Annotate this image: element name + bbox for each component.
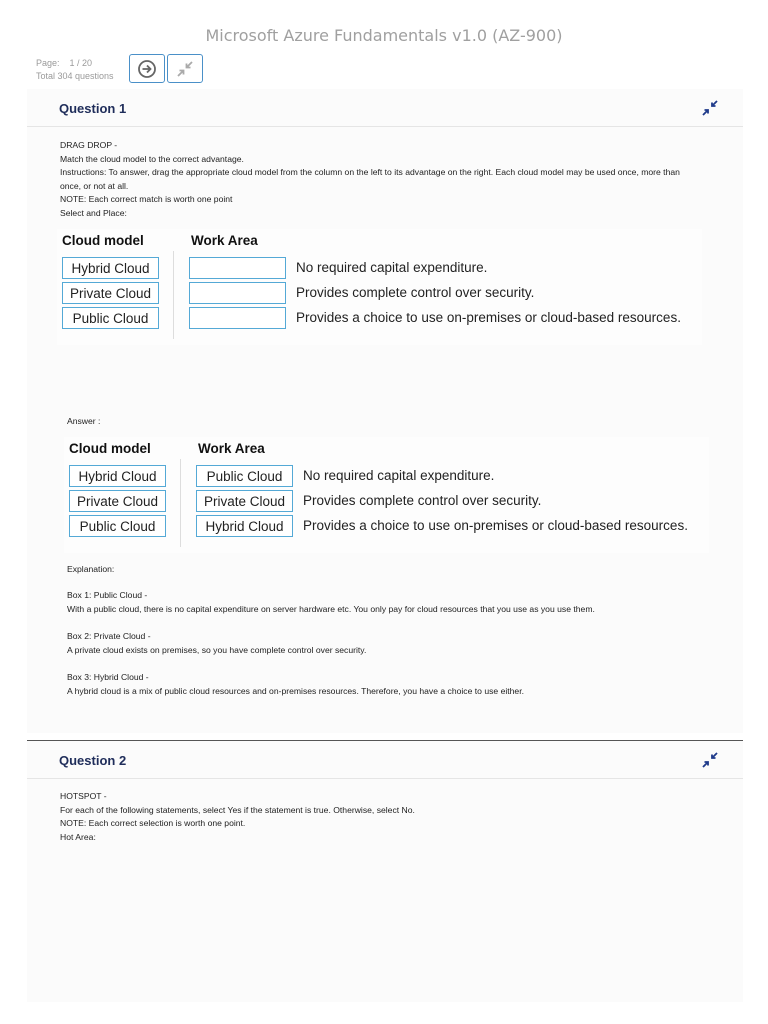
advantage-text: No required capital expenditure. (296, 260, 488, 275)
drag-item-public-cloud[interactable]: Public Cloud (62, 307, 159, 329)
question-2-header (27, 741, 743, 779)
column-divider (173, 251, 174, 339)
explanation-label: Explanation: (67, 564, 115, 574)
drop-target-3[interactable] (189, 307, 286, 329)
compress-arrows-icon (175, 59, 195, 79)
page-label: Page: (36, 58, 60, 68)
question-1-header (27, 89, 743, 127)
advantage-text: Provides complete control over security. (296, 285, 535, 300)
question-type: HOTSPOT - (60, 791, 107, 801)
explanation-heading: Box 3: Hybrid Cloud - (67, 672, 149, 682)
collapse-question-icon[interactable] (701, 99, 719, 117)
drop-target-1[interactable] (189, 257, 286, 279)
advantage-text: No required capital expenditure. (303, 468, 495, 483)
drag-drop-figure (57, 229, 702, 345)
answer-label: Answer : (67, 416, 101, 426)
explanation-box-1 (67, 589, 707, 616)
page-info (36, 57, 114, 83)
question-1-title: Question 1 (59, 101, 127, 116)
explanation-text: A private cloud exists on premises, so you have complete control over security. (67, 644, 367, 655)
answer-figure (64, 437, 709, 553)
advantage-text: Provides a choice to use on-premises or cloud-based resources. (296, 310, 681, 325)
answer-placed-1: Public Cloud (196, 465, 293, 487)
explanation-box-3 (67, 671, 707, 698)
explanation-box-2 (67, 630, 707, 657)
advantage-text: Provides complete control over security. (303, 493, 542, 508)
question-line: NOTE: Each correct match is worth one point (60, 194, 233, 204)
question-line: Instructions: To answer, drag the appropriate cloud model from the column on the left to its advantage on the right. Each cloud model may be used once, more than once, or not at all. (60, 167, 680, 191)
answer-model-private-cloud: Private Cloud (69, 490, 166, 512)
question-1-text (60, 139, 700, 220)
drop-target-2[interactable] (189, 282, 286, 304)
answer-model-hybrid-cloud: Hybrid Cloud (69, 465, 166, 487)
collapse-question-icon[interactable] (701, 751, 719, 769)
cloud-model-header: Cloud model (69, 441, 151, 456)
explanation-heading: Box 1: Public Cloud - (67, 590, 148, 600)
next-page-button[interactable] (129, 54, 165, 83)
collapse-all-button[interactable] (167, 54, 203, 83)
column-divider (180, 459, 181, 547)
question-line: Match the cloud model to the correct advantage. (60, 153, 244, 164)
answer-placed-2: Private Cloud (196, 490, 293, 512)
drag-item-private-cloud[interactable]: Private Cloud (62, 282, 159, 304)
drag-item-hybrid-cloud[interactable]: Hybrid Cloud (62, 257, 159, 279)
question-2-title: Question 2 (59, 753, 127, 768)
explanation-heading: Box 2: Private Cloud - (67, 631, 151, 641)
work-area-header: Work Area (191, 233, 258, 248)
page-value: 1 / 20 (69, 58, 93, 68)
arrow-right-circle-icon (137, 59, 157, 79)
advantage-text: Provides a choice to use on-premises or cloud-based resources. (303, 518, 688, 533)
question-2-text (60, 790, 700, 844)
work-area-header: Work Area (198, 441, 265, 456)
page-indicator (36, 57, 114, 70)
question-line: Select and Place: (60, 207, 127, 218)
question-1-card (27, 89, 743, 733)
answer-placed-3: Hybrid Cloud (196, 515, 293, 537)
explanation-text: With a public cloud, there is no capital expenditure on server hardware etc. You only pay for cloud resources that you use as you use them. (67, 603, 595, 614)
explanation-text: A hybrid cloud is a mix of public cloud resources and on-premises resources. Therefore, you have a choice to use either. (67, 685, 524, 696)
total-questions: Total 304 questions (36, 71, 114, 81)
question-line: NOTE: Each correct selection is worth one point. (60, 818, 246, 828)
question-line: For each of the following statements, select Yes if the statement is true. Otherwise, select No. (60, 804, 415, 815)
answer-model-public-cloud: Public Cloud (69, 515, 166, 537)
cloud-model-header: Cloud model (62, 233, 144, 248)
question-line: Hot Area: (60, 831, 96, 842)
question-2-card (27, 740, 743, 1002)
document-title: Microsoft Azure Fundamentals v1.0 (AZ-900) (205, 26, 563, 45)
question-type: DRAG DROP - (60, 140, 118, 150)
